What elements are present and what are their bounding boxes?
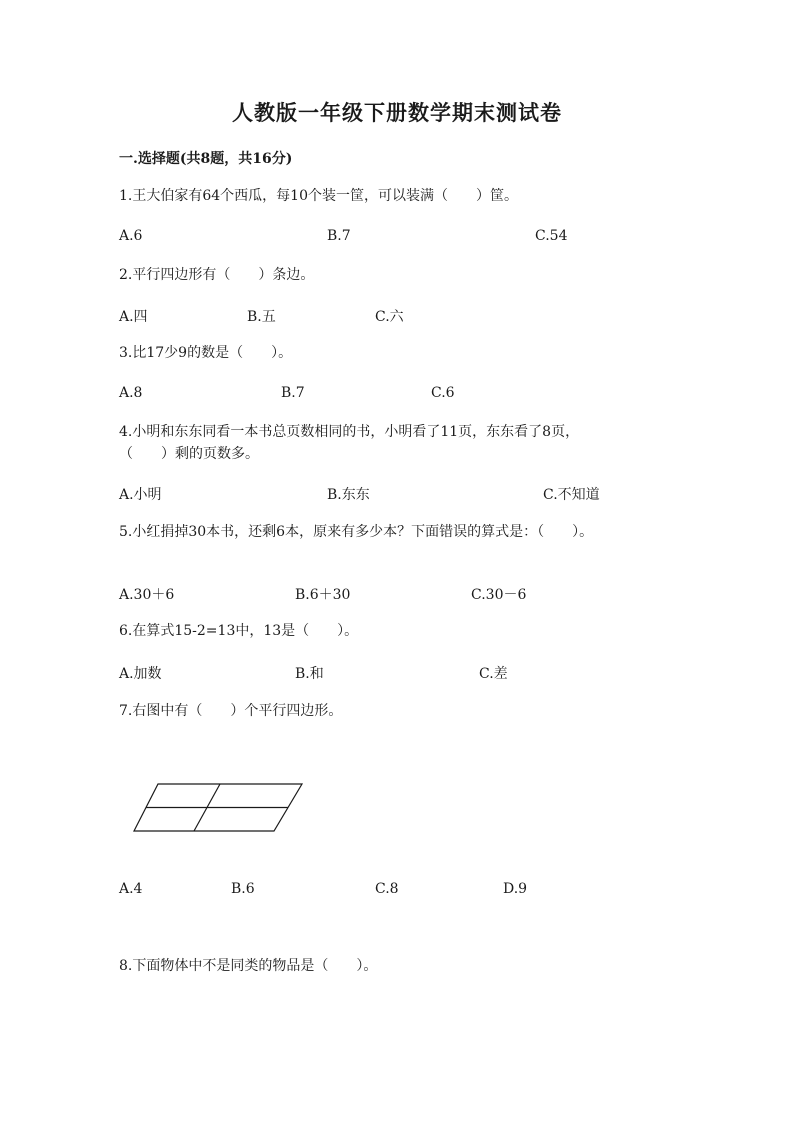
question-1: 1.王大伯家有64个西瓜，每10个装一筐，可以装满（ ）筐。 [119,188,518,204]
option-7b[interactable]: B.6 [231,881,255,897]
option-7d[interactable]: D.9 [503,881,528,897]
option-3b[interactable]: B.7 [281,385,305,401]
option-3c[interactable]: C.6 [431,385,455,401]
question-4-cont: （ ）剩的页数多。 [119,446,259,462]
option-4a[interactable]: A.小明 [119,487,162,503]
option-5b[interactable]: B.6＋30 [295,587,351,603]
option-5a[interactable]: A.30＋6 [119,587,175,603]
option-2a[interactable]: A.四 [119,309,148,325]
option-1a[interactable]: A.6 [119,228,143,244]
option-4c[interactable]: C.不知道 [543,487,600,503]
option-1b[interactable]: B.7 [327,228,351,244]
question-8: 8.下面物体中不是同类的物品是（ ）。 [119,958,378,974]
section-heading: 一.选择题(共8题，共16分) [119,151,293,167]
option-3a[interactable]: A.8 [119,385,143,401]
option-7c[interactable]: C.8 [375,881,399,897]
question-4: 4.小明和东东同看一本书总页数相同的书，小明看了11页，东东看了8页， [119,424,580,440]
option-6c[interactable]: C.差 [479,666,508,682]
question-2: 2.平行四边形有（ ）条边。 [119,267,315,283]
option-6b[interactable]: B.和 [295,666,324,682]
option-5c[interactable]: C.30－6 [471,587,527,603]
question-3: 3.比17少9的数是（ ）。 [119,345,293,361]
option-2c[interactable]: C.六 [375,309,404,325]
page-title: 人教版一年级下册数学期末测试卷 [232,100,562,125]
question-7: 7.右图中有（ ）个平行四边形。 [119,703,343,719]
question-6: 6.在算式15-2=13中，13是（ ）。 [119,623,359,639]
option-2b[interactable]: B.五 [247,309,276,325]
option-6a[interactable]: A.加数 [119,666,162,682]
parallelogram-figure [130,780,310,835]
question-5: 5.小红捐掉30本书，还剩6本，原来有多少本？下面错误的算式是：（ ）。 [119,524,594,540]
option-7a[interactable]: A.4 [119,881,143,897]
option-1c[interactable]: C.54 [535,228,568,244]
option-4b[interactable]: B.东东 [327,487,370,503]
